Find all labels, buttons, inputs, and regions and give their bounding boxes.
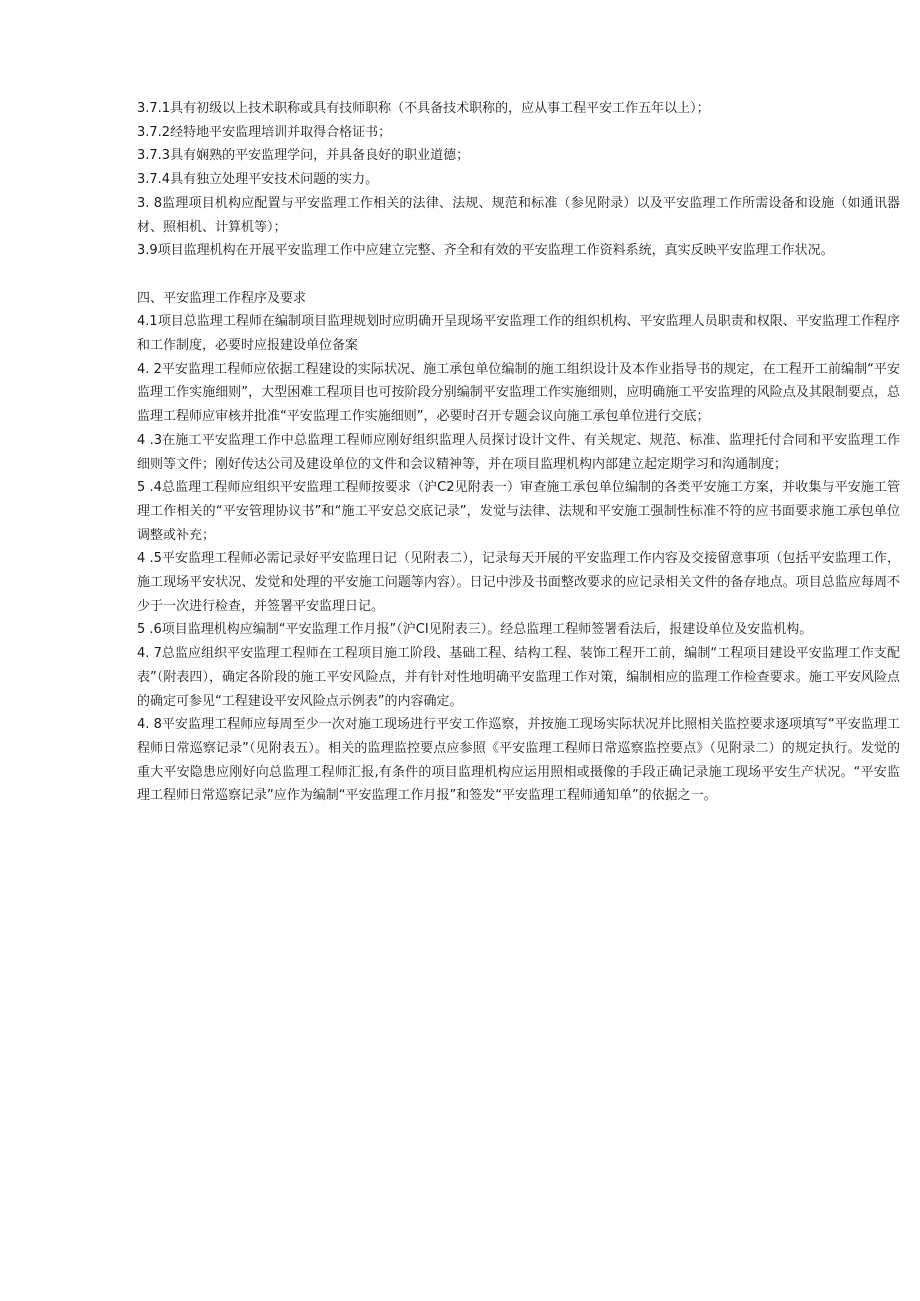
clause-3-7-2: 3.7.2经特地平安监理培训并取得合格证书； (137, 124, 392, 140)
clause-4-4: 5 .4总监理工程师应组织平安监理工程师按要求（沪C2见附表一）审查施工承包单位编制的各类平安施工方案，并收集与平安施工管理工作相关的“平安管理协议书”和“施工平安总交底记录”，发觉与法律、法规和平安施工强制性标准不符的应书面要求施工承包单位调整或补充； (137, 480, 900, 543)
clause-3-7-3: 3.7.3具有娴熟的平安监理学问，并具备良好的职业道德； (137, 148, 470, 164)
clause-4-2: 4. 2平安监理工程师应依据工程建设的实际状况、施工承包单位编制的施工组织设计及本作业指导书的规定，在工程开工前编制“平安监理工作实施细则”，大型困难工程项目也可按阶段分别编制平安监理工作实施细则，应明确施工平安监理的风险点及其限制要点，总监理工程师应审核并批准“平安监理工作实施细则”，必要时召开专题会议向施工承包单位进行交底； (137, 361, 900, 425)
clause-4-8: 4. 8平安监理工程师应每周至少一次对施工现场进行平安工作巡察，并按施工现场实际状况并比照相关监控要求逐项填写“平安监理工程师日常巡察记录”（见附表五）。相关的监理监控要点应参照《平安监理工程师日常巡察监控要点》（见附录二）的规定执行。发觉的重大平安隐患应刚好向总监理工程师汇报,有条件的项目监理机构应运用照相或摄像的手段正确记录施工现场平安生产状况。“平安监理工程师日常巡察记录”应作为编制“平安监理工作月报”和签发“平安监理工程师通知单”的依据之一。 (137, 717, 900, 804)
clause-3-7-4: 3.7.4具有独立处理平安技术问题的实力。 (137, 172, 379, 188)
section-4-heading: 四、平安监理工作程序及要求 (137, 290, 307, 306)
clause-4-3: 4 .3在施工平安监理工作中总监理工程师应刚好组织监理人员探讨设计文件、有关规定、规范、标准、监理托付合同和平安监理工作细则等文件；刚好传达公司及建设单位的文件和会议精神等，并在项目监理机构内部建立起定期学习和沟通制度； (137, 432, 900, 472)
clause-4-7: 4. 7总监应组织平安监理工程师在工程项目施工阶段、基础工程、结构工程、装饰工程开工前，编制“工程项目建设平安监理工作支配表”（附表四），确定各阶段的施工平安风险点，并有针对性地明确平安监理工作对策，编制相应的监理工作检查要求。施工平安风险点的确定可参见“工程建设平安风险点示例表”的内容确定。 (137, 646, 900, 709)
clause-3-8: 3. 8监理项目机构应配置与平安监理工作相关的法律、法规、规范和标准（参见附录）以及平安监理工作所需设备和设施（如通讯器材、照相机、计算机等）； (137, 195, 900, 235)
section-gap (137, 263, 900, 287)
clause-3-9: 3.9项目监理机构在开展平安监理工作中应建立完整、齐全和有效的平安监理工作资料系统，真实反映平安监理工作状况。 (137, 243, 834, 259)
clause-4-1: 4.1项目总监理工程师在编制项目监理规划时应明确开呈现场平安监理工作的组织机构、平安监理人员职责和权限、平安监理工作程序和工作制度，必要时应报建设单位备案 (137, 314, 900, 354)
clause-4-6: 5 .6项目监理机构应编制“平安监理工作月报”（沪CI见附表三）。经总监理工程师签署看法后，报建设单位及安监机构。 (137, 622, 813, 638)
document-page (137, 97, 900, 808)
clause-3-7-1: 3.7.1具有初级以上技术职称或具有技师职称（不具备技术职称的，应从事工程平安工作五年以上）； (137, 101, 710, 116)
clause-4-5: 4 .5平安监理工程师必需记录好平安监理日记（见附表二），记录每天开展的平安监理工作内容及交接留意事项（包括平安监理工作，施工现场平安状况、发觉和处理的平安施工问题等内容）。日记中涉及书面整改要求的应记录相关文件的备存地点。项目总监应每周不少于一次进行检查，并签署平安监理日记。 (137, 551, 900, 614)
